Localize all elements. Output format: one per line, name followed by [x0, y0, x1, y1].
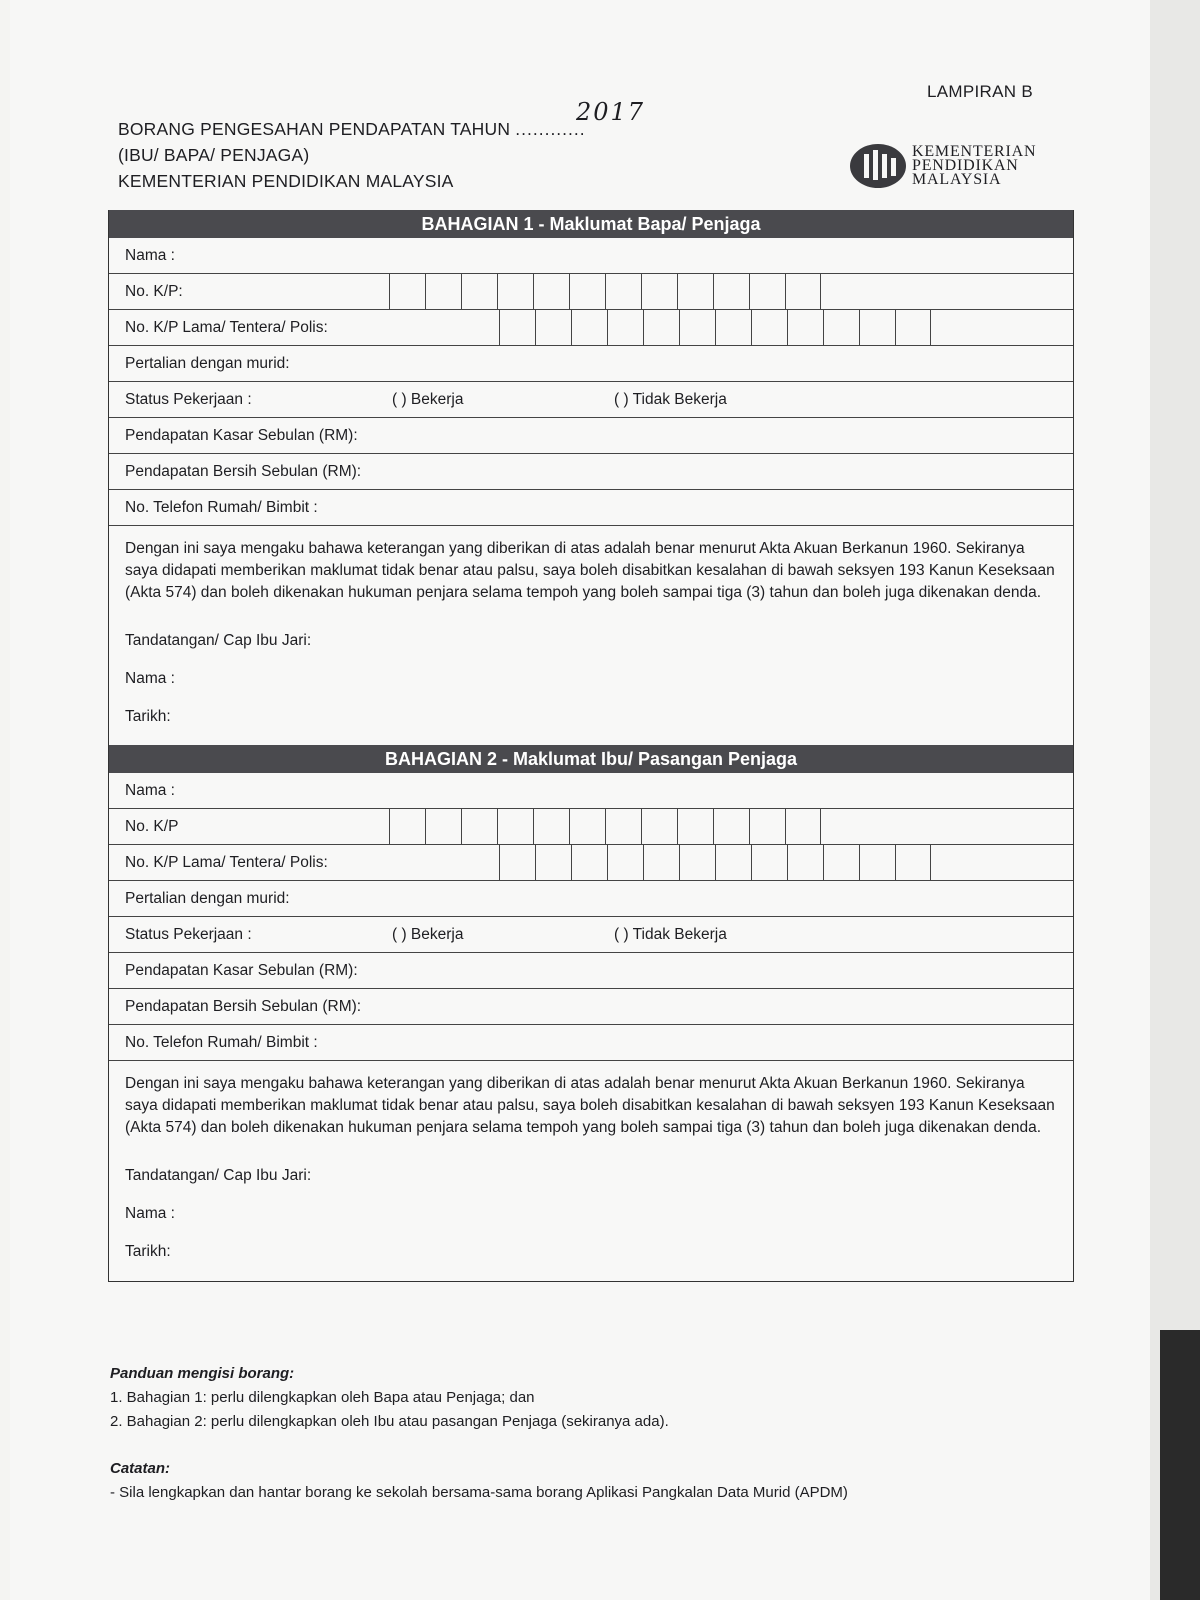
- s1-status-label: Status Pekerjaan :: [125, 391, 252, 408]
- title-line-1: BORANG PENGESAHAN PENDAPATAN TAHUN: [118, 119, 511, 139]
- s1-signature-field[interactable]: Tandatangan/ Cap Ibu Jari:: [125, 632, 312, 649]
- s2-date-field[interactable]: Tarikh:: [125, 1243, 171, 1260]
- s2-kasar-label: Pendapatan Kasar Sebulan (RM):: [125, 962, 358, 979]
- s1-nama-field[interactable]: [109, 238, 1073, 274]
- logo-text-line-1: KEMENTERIAN: [912, 143, 1037, 160]
- s1-telefon-label: No. Telefon Rumah/ Bimbit :: [125, 499, 318, 516]
- s1-kp-digit-boxes[interactable]: [389, 274, 821, 309]
- s2-kp-digit-boxes[interactable]: [389, 809, 821, 844]
- handwritten-year: 2017: [576, 98, 646, 126]
- s1-kasar-field[interactable]: [109, 418, 1073, 454]
- s1-pertalian-label: Pertalian dengan murid:: [125, 355, 290, 372]
- s2-kp-label: No. K/P: [125, 818, 179, 835]
- s2-signature-field[interactable]: Tandatangan/ Cap Ibu Jari:: [125, 1167, 312, 1184]
- s2-nama-field[interactable]: [109, 773, 1073, 809]
- attachment-label: LAMPIRAN B: [927, 82, 1033, 101]
- s2-pertalian-label: Pertalian dengan murid:: [125, 890, 290, 907]
- background-surface: [1160, 1330, 1200, 1600]
- s1-date-field[interactable]: Tarikh:: [125, 708, 171, 725]
- guide-item-2: 2. Bahagian 2: perlu dilengkapkan oleh Ibu atau pasangan Penjaga (sekiranya ada).: [110, 1413, 669, 1430]
- form-title: [118, 116, 586, 194]
- s1-kp-lama-digit-boxes[interactable]: [499, 310, 931, 345]
- title-line-2: (IBU/ BAPA/ PENJAGA): [118, 145, 310, 165]
- section-2-header: BAHAGIAN 2 - Maklumat Ibu/ Pasangan Penjaga: [109, 745, 1073, 773]
- s1-kp-lama-label: No. K/P Lama/ Tentera/ Polis:: [125, 319, 328, 336]
- guide-item-1: 1. Bahagian 1: perlu dilengkapkan oleh Bapa atau Penjaga; dan: [110, 1389, 535, 1406]
- s1-bekerja-option[interactable]: ( ) Bekerja: [392, 391, 464, 408]
- s2-declaration-text: Dengan ini saya mengaku bahawa keterangan yang diberikan di atas adalah benar menurut Akta Akuan Berkanun 1960. Sekiranya saya didapati memberikan maklumat tidak benar atau palsu, saya boleh disabitkan kesalahan di bawah seksyen 193 Kanun Keseksaan (Akta 574) dan boleh dikenakan hukuman penjara selama tempoh yang boleh sampai tiga (3) tahun dan boleh juga dikenakan denda.: [125, 1075, 1055, 1136]
- s1-kasar-label: Pendapatan Kasar Sebulan (RM):: [125, 427, 358, 444]
- filling-guide: [110, 1362, 669, 1434]
- s2-kasar-field[interactable]: [109, 953, 1073, 989]
- s2-status-label: Status Pekerjaan :: [125, 926, 252, 943]
- s2-pertalian-field[interactable]: [109, 881, 1073, 917]
- s1-kp-lama-field[interactable]: [109, 310, 1073, 346]
- s2-kp-lama-label: No. K/P Lama/ Tentera/ Polis:: [125, 854, 328, 871]
- s2-kp-field[interactable]: [109, 809, 1073, 845]
- s1-declaration-text: Dengan ini saya mengaku bahawa keterangan yang diberikan di atas adalah benar menurut Akta Akuan Berkanun 1960. Sekiranya saya didapati memberikan maklumat tidak benar atau palsu, saya boleh disabitkan kesalahan di bawah seksyen 193 Kanun Keseksaan (Akta 574) dan boleh dikenakan hukuman penjara selama tempoh yang boleh sampai tiga (3) tahun dan boleh juga dikenakan denda.: [125, 540, 1055, 601]
- s2-declaration: [109, 1061, 1073, 1281]
- s1-declaration: [109, 526, 1073, 746]
- guide-heading: Panduan mengisi borang:: [110, 1365, 295, 1382]
- notes: [110, 1457, 848, 1505]
- s1-status-field: [109, 382, 1073, 418]
- s1-signature-name-field[interactable]: Nama :: [125, 670, 175, 687]
- s2-kp-lama-field[interactable]: [109, 845, 1073, 881]
- s1-telefon-field[interactable]: [109, 490, 1073, 526]
- logo-text-line-2: PENDIDIKAN: [912, 157, 1019, 174]
- s1-nama-label: Nama :: [125, 247, 175, 264]
- s1-kp-field[interactable]: [109, 274, 1073, 310]
- section-1-header: BAHAGIAN 1 - Maklumat Bapa/ Penjaga: [109, 210, 1073, 238]
- ministry-logo: [850, 144, 1036, 188]
- logo-text-line-3: MALAYSIA: [912, 171, 1002, 188]
- ministry-emblem-icon: [850, 144, 906, 188]
- s2-telefon-label: No. Telefon Rumah/ Bimbit :: [125, 1034, 318, 1051]
- title-line-3: KEMENTERIAN PENDIDIKAN MALAYSIA: [118, 171, 454, 191]
- s1-pertalian-field[interactable]: [109, 346, 1073, 382]
- notes-heading: Catatan:: [110, 1460, 171, 1477]
- s2-kp-lama-digit-boxes[interactable]: [499, 845, 931, 880]
- s2-tidak-bekerja-option[interactable]: ( ) Tidak Bekerja: [614, 926, 727, 943]
- s2-nama-label: Nama :: [125, 782, 175, 799]
- s1-tidak-bekerja-option[interactable]: ( ) Tidak Bekerja: [614, 391, 727, 408]
- year-blank[interactable]: ............: [515, 119, 586, 139]
- s2-bersih-label: Pendapatan Bersih Sebulan (RM):: [125, 998, 362, 1015]
- s2-status-field: [109, 917, 1073, 953]
- s2-signature-name-field[interactable]: Nama :: [125, 1205, 175, 1222]
- s2-bersih-field[interactable]: [109, 989, 1073, 1025]
- notes-text: - Sila lengkapkan dan hantar borang ke sekolah bersama-sama borang Aplikasi Pangkalan Data Murid (APDM): [110, 1484, 848, 1501]
- s2-bekerja-option[interactable]: ( ) Bekerja: [392, 926, 464, 943]
- form-table: [108, 210, 1074, 1282]
- s1-kp-label: No. K/P:: [125, 283, 183, 300]
- s1-bersih-label: Pendapatan Bersih Sebulan (RM):: [125, 463, 362, 480]
- s1-bersih-field[interactable]: [109, 454, 1073, 490]
- s2-telefon-field[interactable]: [109, 1025, 1073, 1061]
